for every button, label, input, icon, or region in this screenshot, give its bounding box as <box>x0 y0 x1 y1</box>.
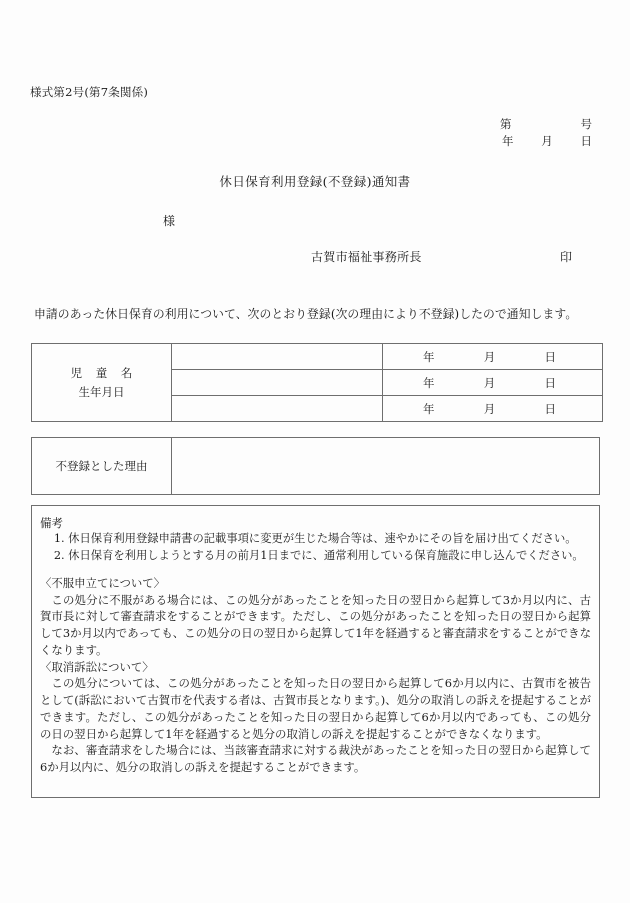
lawsuit-section-title: 〈取消訴訟について〉 <box>40 659 154 674</box>
month-label: 月 <box>483 401 496 416</box>
notice-sentence: 申請のあった休日保育の利用について、次のとおり登録(次の理由により不登録)したので通知します。 <box>34 307 578 321</box>
year-label: 年 <box>423 401 435 416</box>
list-item: 1. 休日保育利用登録申請書の記載事項に変更が生じた場合等は、速やかにその旨を届け出てください。 <box>53 532 577 545</box>
seal-mark: 印 <box>560 250 573 264</box>
year-label: 年 <box>423 375 435 390</box>
year-label: 年 <box>502 134 514 148</box>
child-name-input-cell[interactable] <box>172 396 383 422</box>
remarks-heading: 備考 <box>40 516 63 530</box>
birth-date-cell[interactable] <box>383 344 603 370</box>
document-title: 休日保育利用登録(不登録)通知書 <box>219 174 411 189</box>
rejection-reason-table <box>31 437 600 495</box>
child-info-label-cell <box>32 344 172 422</box>
year-label: 年 <box>423 349 435 364</box>
birth-date-cell[interactable] <box>383 396 603 422</box>
rejection-reason-label: 不登録とした理由 <box>32 438 172 495</box>
remarks-list <box>40 531 591 564</box>
document-number-line <box>500 116 592 133</box>
form-code-label: 様式第2号(第7条関係) <box>30 85 149 99</box>
child-name-input-cell[interactable] <box>172 370 383 396</box>
day-label: 日 <box>544 375 556 390</box>
birth-date-label: 生年月日 <box>78 384 125 399</box>
appeal-section-title: 〈不服申立てについて〉 <box>40 576 166 590</box>
remarks-box <box>31 505 600 798</box>
closing-paragraph: なお、審査請求をした場合には、当該審査請求に対する裁決があったことを知った日の翌日から起算して6か月以内に、処分の取消しの訴えを提起することができます。 <box>40 743 591 775</box>
number-suffix-label: 号 <box>580 117 592 131</box>
day-label: 日 <box>580 134 592 148</box>
rejection-reason-input-cell[interactable] <box>172 438 600 495</box>
day-label: 日 <box>544 401 556 416</box>
child-info-table <box>31 343 603 422</box>
appeal-section-body: この処分に不服がある場合には、この処分があったことを知った日の翌日から起算して3か月以内に、古賀市長に対して審査請求をすることができます。ただし、この処分があったことを知った日の翌日から起算して3か月以内であっても、この処分の日の翌日から起算して1年を経過すると審査請求をすることができなくなります。 <box>40 592 591 657</box>
table-row <box>32 344 603 370</box>
child-name-input-cell[interactable] <box>172 344 383 370</box>
table-row <box>32 438 600 495</box>
day-label: 日 <box>544 349 556 364</box>
number-prefix-label: 第 <box>500 117 512 131</box>
month-label: 月 <box>483 349 496 364</box>
document-number-block <box>500 116 592 150</box>
issuer-name: 古賀市福祉事務所長 <box>311 250 422 264</box>
spacer <box>40 564 591 575</box>
document-date-line <box>500 133 592 150</box>
lawsuit-section-body: この処分については、この処分があったことを知った日の翌日から起算して6か月以内に、古賀市を被告として(訴訟において古賀市を代表する者は、古賀市長となります。)、処分の取消しの訴えを提起することができます。ただし、この処分があったことを知った日の翌日から起算して6か月以内であっても、この処分の日の翌日から起算して1年を経過すると処分の取消しの訴えを提起することができなくなります。 <box>40 676 591 741</box>
month-label: 月 <box>541 134 553 148</box>
child-name-label: 児 童 名 <box>70 365 138 380</box>
birth-date-cell[interactable] <box>383 370 603 396</box>
list-item: 2. 休日保育を利用しようとする月の前月1日までに、通常利用している保育施設に申し込んでください。 <box>53 548 584 562</box>
month-label: 月 <box>483 375 496 390</box>
addressee-honorific: 様 <box>163 214 176 228</box>
